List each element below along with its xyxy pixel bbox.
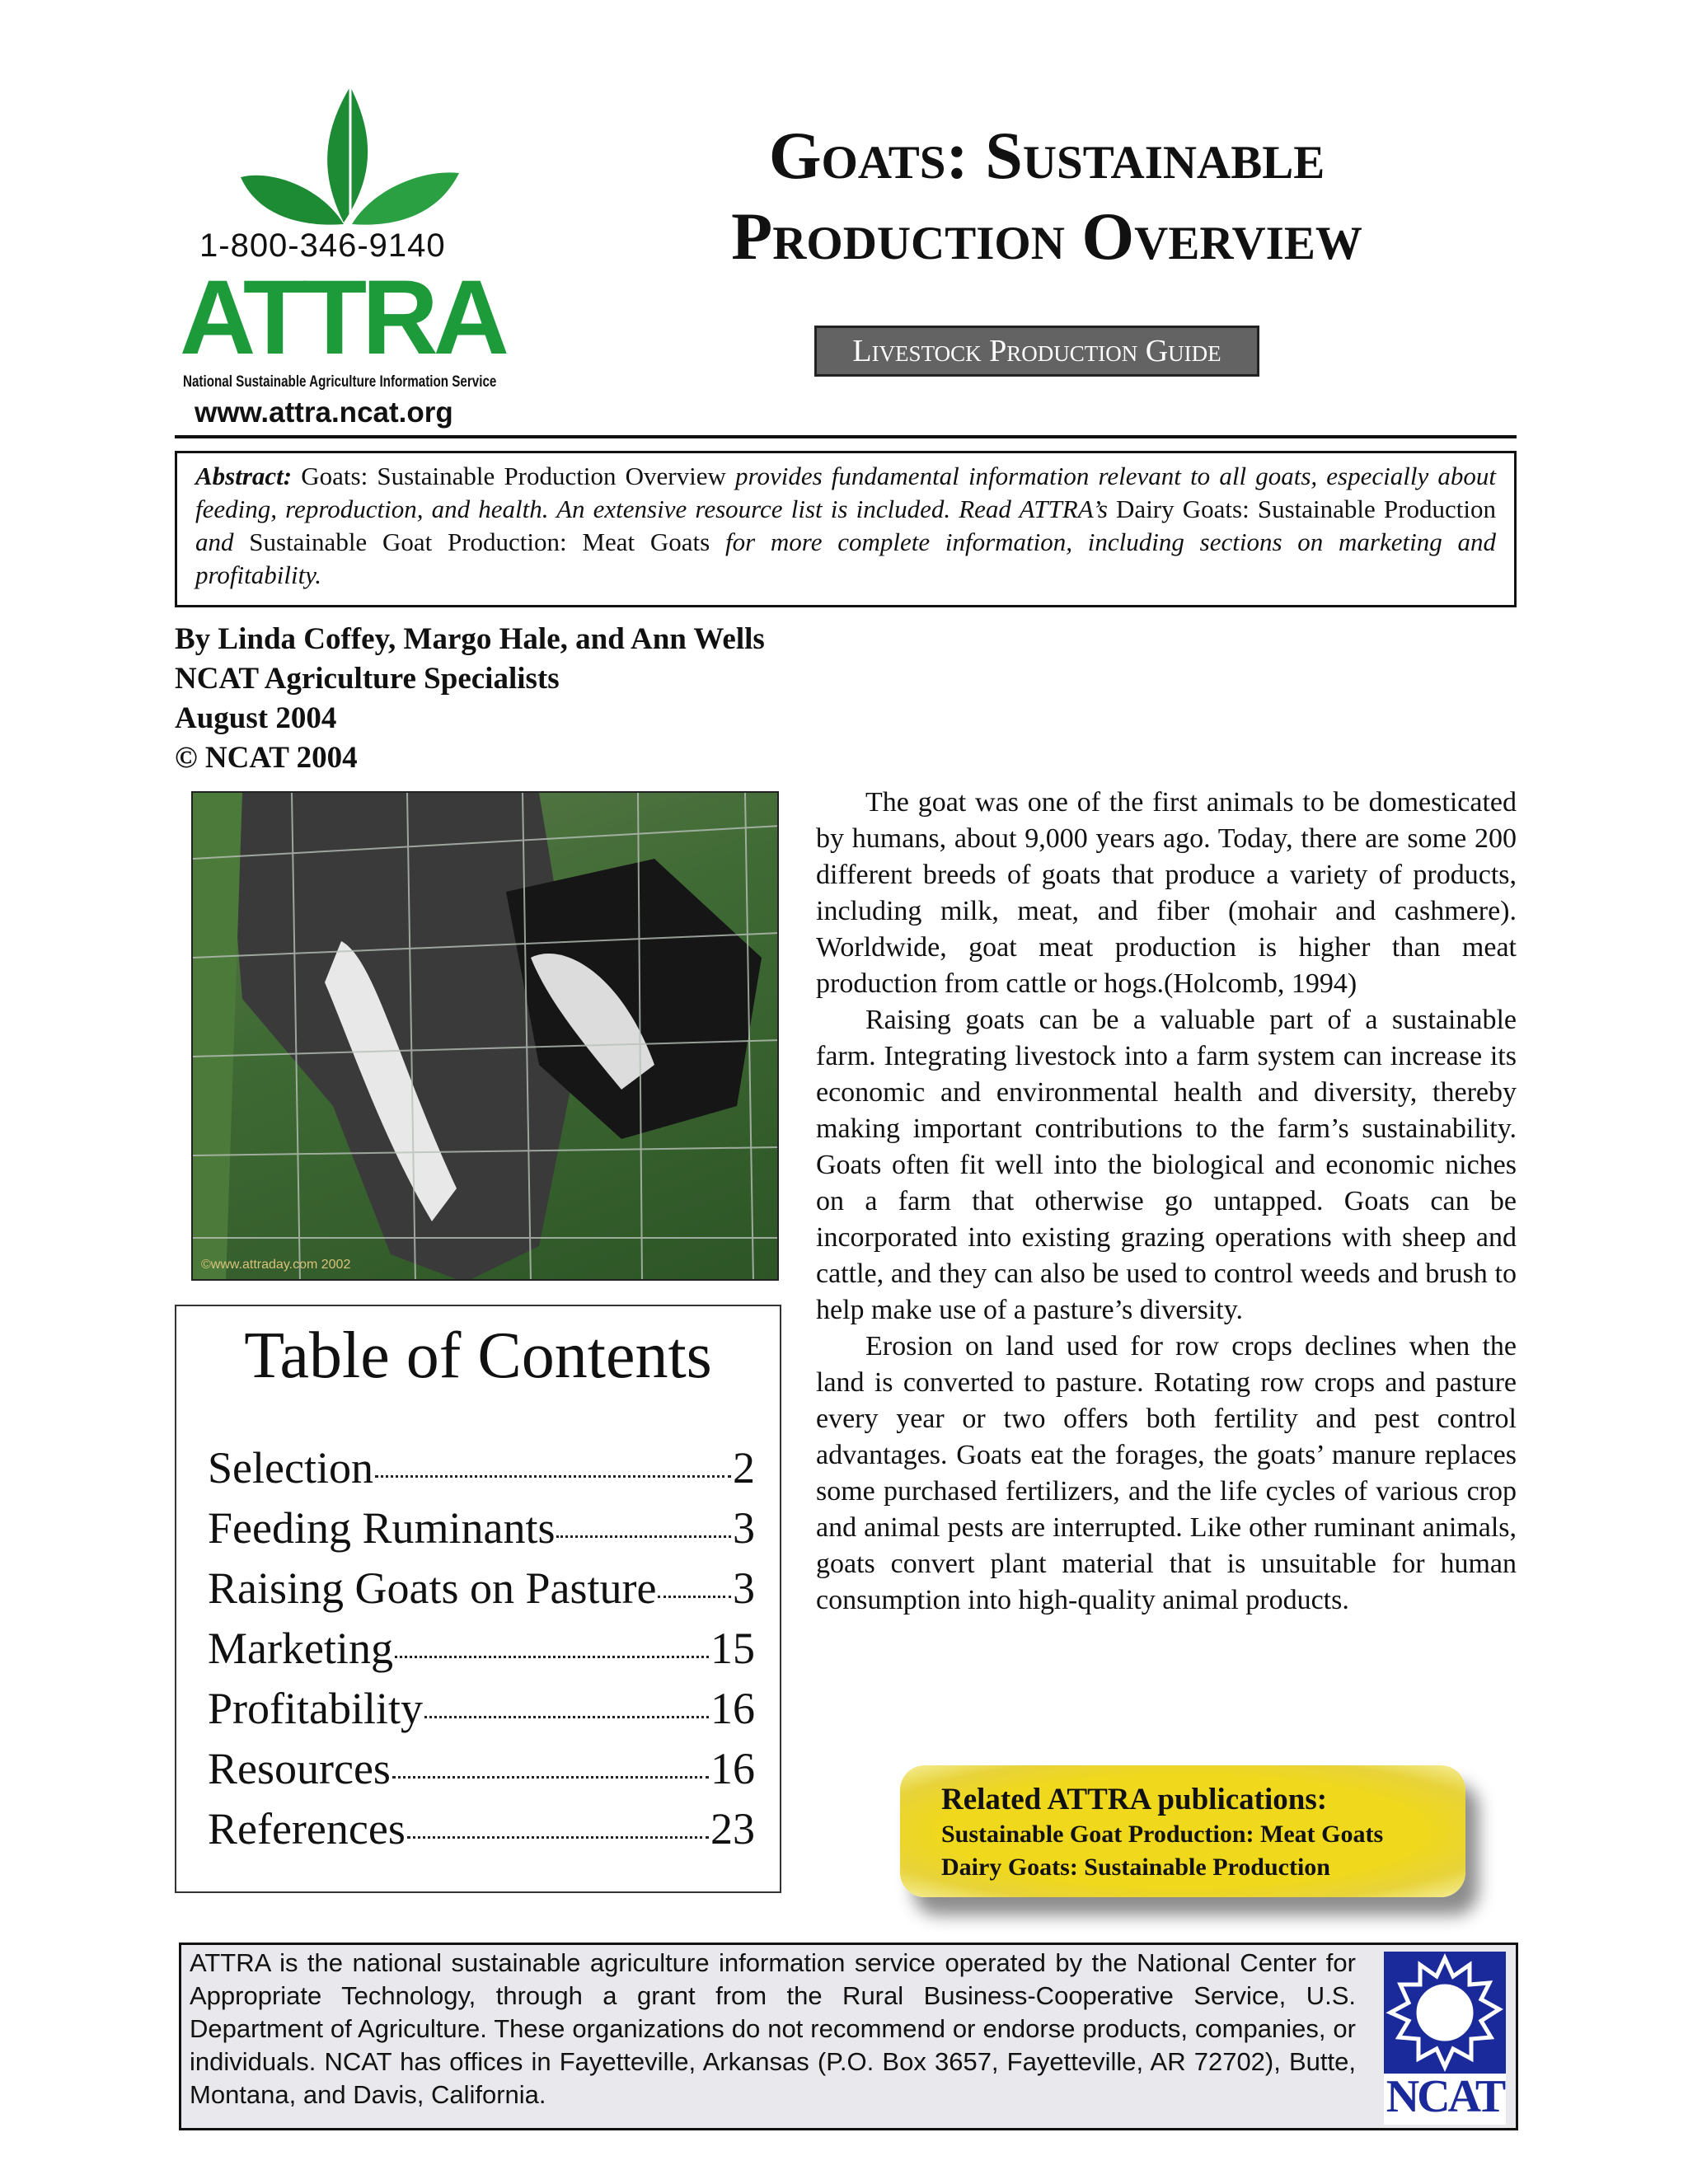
publication-date: August 2004 bbox=[175, 701, 337, 735]
toc-page: 15 bbox=[710, 1624, 755, 1673]
toc-page: 16 bbox=[710, 1684, 755, 1733]
leader-dots bbox=[658, 1596, 731, 1598]
toc-label: Feeding Ruminants bbox=[208, 1503, 556, 1553]
abstract-text: Sustainable Goat Production: Meat Goats bbox=[249, 527, 710, 556]
body-text bbox=[816, 785, 1517, 1619]
ncat-logo bbox=[1384, 1952, 1506, 2125]
toc-label: Resources bbox=[208, 1744, 391, 1793]
toc-item[interactable] bbox=[208, 1739, 755, 1799]
abstract-text: Goats: Sustainable Production Overview bbox=[301, 462, 726, 490]
abstract-box bbox=[175, 451, 1517, 607]
toc-page: 2 bbox=[733, 1443, 755, 1493]
leader-dots bbox=[556, 1535, 731, 1538]
related-link[interactable]: Dairy Goats: Sustainable Production bbox=[941, 1854, 1330, 1881]
sun-icon bbox=[1384, 1952, 1506, 2074]
author-role: NCAT Agriculture Specialists bbox=[175, 662, 560, 696]
toc-page: 16 bbox=[710, 1744, 755, 1793]
toc-item[interactable] bbox=[208, 1799, 755, 1859]
leader-dots bbox=[395, 1656, 709, 1658]
abstract-text: for more complete information, including sections on marketing and profitability. bbox=[195, 527, 1496, 589]
related-link[interactable]: Sustainable Goat Production: Meat Goats bbox=[941, 1821, 1384, 1848]
leader-dots bbox=[424, 1716, 709, 1718]
attra-logo bbox=[175, 82, 513, 437]
table-of-contents bbox=[175, 1305, 781, 1893]
toc-label: Selection bbox=[208, 1443, 373, 1493]
related-publications-box bbox=[900, 1765, 1465, 1897]
leader-dots bbox=[407, 1836, 709, 1839]
logo-phone: 1-800-346-9140 bbox=[199, 227, 446, 264]
paragraph: The goat was one of the first animals to be domesticated by humans, about 9,000 years ago. Today, there are some 200 different breeds of goats that produce a variety of products, including milk, meat, and fiber (mohair and cashmere). Worldwide, goat meat production is higher than meat production from cattle or hogs.(Holcomb, 1994) bbox=[816, 787, 1517, 999]
logo-subtitle: National Sustainable Agriculture Information Service bbox=[183, 373, 497, 391]
goat-photo bbox=[191, 791, 779, 1281]
toc-label: Marketing bbox=[208, 1624, 393, 1673]
copyright: © NCAT 2004 bbox=[175, 741, 358, 775]
byline bbox=[175, 620, 765, 778]
abstract-text: Dairy Goats: Sustainable Production bbox=[1116, 494, 1496, 523]
toc-item[interactable] bbox=[208, 1438, 755, 1498]
guide-badge: Livestock Production Guide bbox=[814, 326, 1259, 377]
toc-item[interactable] bbox=[208, 1679, 755, 1739]
logo-name: ATTRA bbox=[179, 259, 505, 377]
toc-item[interactable] bbox=[208, 1498, 755, 1558]
logo-website: www.attra.ncat.org bbox=[195, 396, 453, 429]
title-line-2: Production Overview bbox=[731, 199, 1362, 274]
paragraph: Erosion on land used for row crops declines when the land is converted to pasture. Rotating row crops and pasture every year or two offers both fertility and pest control advantages. Goats eat the forages, the goats’ manure replaces some purchased fertilizers, and the life cycles of various crop and animal pests are interrupted. Like other ruminant animals, goats convert plant material that is unsuitable for human consumption into high-quality animal products. bbox=[816, 1331, 1517, 1615]
toc-page: 3 bbox=[733, 1503, 755, 1553]
page-title bbox=[676, 115, 1418, 277]
abstract-label: Abstract: bbox=[195, 462, 293, 490]
goat-illustration bbox=[193, 793, 779, 1281]
footer-box bbox=[179, 1943, 1518, 2130]
footer-text: ATTRA is the national sustainable agriculture information service operated by the National Center for Appropriate Technology, through a grant from the Rural Business-Cooperative Service, U.S. Department of Agriculture. These organizations do not recommend or endorse products, companies, or individuals. NCAT has offices in Fayetteville, Arkansas (P.O. Box 3657, Fayetteville, AR 72702), Butte, Montana, and Davis, California. bbox=[190, 1948, 1356, 2109]
toc-page: 3 bbox=[733, 1563, 755, 1613]
header-divider bbox=[175, 435, 1517, 438]
toc-label: References bbox=[208, 1804, 406, 1854]
related-heading: Related ATTRA publications: bbox=[941, 1783, 1328, 1816]
authors: By Linda Coffey, Margo Hale, and Ann Wells bbox=[175, 622, 765, 656]
toc-label: Raising Goats on Pasture bbox=[208, 1563, 657, 1613]
photo-watermark: ©www.attraday.com 2002 bbox=[201, 1258, 351, 1272]
ncat-logo-text: NCAT bbox=[1386, 2071, 1504, 2122]
toc-label: Profitability bbox=[208, 1684, 423, 1733]
toc-page: 23 bbox=[710, 1804, 755, 1854]
abstract-text: provides fundamental information relevant to all goats, especially about feeding, reproduction, and health. An extensive resource list is included. Read ATTRA’s bbox=[195, 462, 1497, 523]
abstract-text: and bbox=[195, 527, 250, 556]
leader-dots bbox=[375, 1475, 731, 1478]
toc-item[interactable] bbox=[208, 1619, 755, 1679]
toc-item[interactable] bbox=[208, 1558, 755, 1619]
toc-title: Table of Contents bbox=[244, 1319, 712, 1392]
title-line-1: Goats: Sustainable bbox=[768, 118, 1325, 193]
paragraph: Raising goats can be a valuable part of a sustainable farm. Integrating livestock into a farm system can increase its economic and environmental health and diversity, thereby making important contributions to the farm’s sustainability. Goats often fit well into the biological and economic niches on a farm that otherwise go untapped. Goats can be incorporated into existing grazing operations with sheep and cattle, and they can also be used to control weeds and brush to help make use of a pasture’s diversity. bbox=[816, 1005, 1517, 1325]
leaf-icon bbox=[175, 82, 513, 227]
leader-dots bbox=[392, 1776, 709, 1779]
